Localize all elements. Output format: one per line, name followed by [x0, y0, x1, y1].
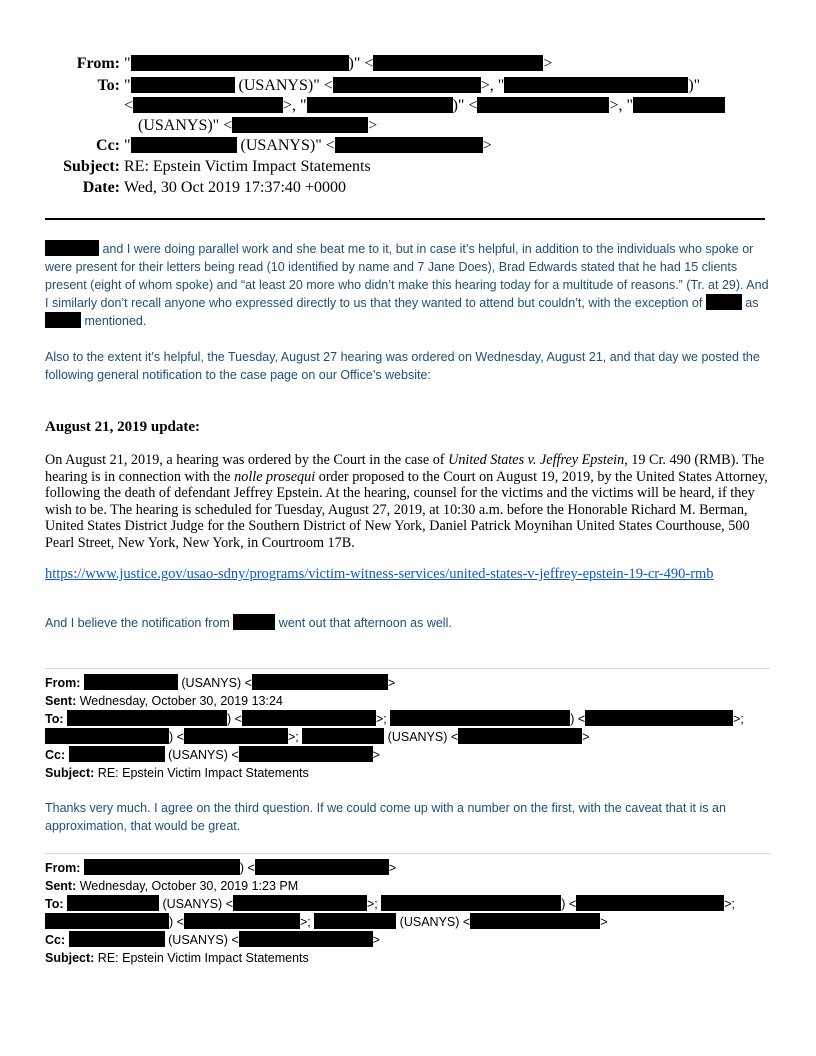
legal-term: nolle prosequi [234, 468, 316, 485]
subject-label: Subject: [45, 766, 95, 780]
redaction [335, 137, 483, 153]
redaction [67, 710, 227, 726]
quote-text: order proposed to the Court on August 19, 2019, by the United States Attorney, following the death of defendant Jeffrey Epstein. At the hearing, counsel for the victims and the victims will be heard, if they wish to be. The hearing is scheduled for Tuesday, August 27, 2019, at 10:30 a.m. before the Honorable Richard M. Berman, United States District Judge for the Southern District of New York, Daniel Patrick Moynihan United States Courthouse, 500 Pearl Street, New York, New York, in Courtroom 17B. [45, 468, 768, 551]
to-label: To: [45, 712, 64, 726]
to-label: To: [97, 77, 120, 94]
redaction [633, 97, 725, 113]
redaction [239, 931, 373, 947]
redaction [69, 931, 165, 947]
email3-header [45, 859, 775, 967]
redaction [45, 913, 169, 929]
email3-subject-row [45, 949, 775, 967]
from-label: From: [45, 676, 81, 690]
email3-sent-row [45, 877, 775, 895]
redaction [84, 859, 240, 875]
email3-cc-row: Cc: (USANYS) < > [45, 933, 380, 947]
redaction [131, 77, 235, 93]
redaction [252, 674, 388, 690]
redaction [302, 728, 384, 744]
email2-header [45, 674, 775, 782]
subject-value: RE: Epstein Victim Impact Statements [124, 158, 371, 175]
paragraph-text: And I believe the notification from [45, 616, 230, 630]
cc-label: Cc: [45, 748, 66, 762]
redaction [239, 746, 373, 762]
from-label: From: [45, 861, 81, 875]
email2-to-row-2: ) < >; (USANYS) < > [45, 728, 775, 746]
redaction [242, 710, 376, 726]
redaction [381, 895, 561, 911]
quote-text: , 19 Cr. 490 (RMB). The hearing is in connection with the [45, 452, 765, 485]
redaction [131, 55, 349, 71]
usanys-text: (USANYS) [399, 915, 460, 929]
case-name: United States v. Jeffrey Epstein [448, 452, 625, 468]
header-to-row-3: (USANYS)" < > [138, 117, 378, 134]
header-to-row-2: < >, " )" < >, " [124, 96, 725, 116]
email2-from-row: From: (USANYS) < > [45, 676, 396, 690]
from-value: " )" < > [124, 55, 553, 72]
email2-body: Thanks very much. I agree on the third question. If we could come up with a number on the first, with the caveat that it is an approximation, that would be great. [45, 801, 726, 833]
quote-text: On August 21, 2019, a hearing was ordered by the Court in the case of [45, 452, 449, 468]
sent-value: Wednesday, October 30, 2019 13:24 [79, 694, 283, 708]
body-paragraph-2: Also to the extent it’s helpful, the Tuesday, August 27 hearing was ordered on Wednesday, August 21, and that day we posted the following general notification to the case page on our Office’s website: [45, 350, 760, 382]
redaction [184, 913, 300, 929]
redaction [45, 312, 81, 328]
email3-to-row: To: (USANYS) < >; ) < >; [45, 897, 735, 911]
redaction [84, 674, 178, 690]
redaction [133, 97, 283, 113]
to-label: To: [45, 897, 64, 911]
subject-label: Subject: [63, 158, 120, 175]
redaction [333, 77, 481, 93]
redaction [706, 294, 742, 310]
cc-label: Cc: [96, 137, 120, 154]
email2-sent-row [45, 692, 775, 710]
email3-from-row: From: ) < > [45, 861, 397, 875]
email-divider [45, 668, 770, 669]
redaction [255, 859, 389, 875]
redaction [373, 55, 543, 71]
email2-subject-row [45, 764, 775, 782]
email3-to-row-2: ) < >; (USANYS) < > [45, 913, 775, 931]
header-divider [45, 218, 765, 220]
email2-to-row: To: ) < >; ) < >; [45, 712, 744, 726]
redaction [45, 728, 169, 744]
redaction [470, 913, 600, 929]
usanys-text: (USANYS) [138, 117, 213, 134]
redaction [69, 746, 165, 762]
redaction [232, 117, 368, 133]
paragraph-text: and I were doing parallel work and she beat me to it, but in case it’s helpful, in addition to the individuals who spoke or were present for their letters being read (10 identified by name and 7 Jane Does), Brad Edwards stated that he had 15 clients present (eight of whom spoke) and “at least 20 more who didn’t make this hearing today for a multitude of reasons.” (Tr. at 29). And I similarly don’t recall anyone who expressed directly to us that they wanted to attend but couldn’t, with the exception of [45, 242, 769, 310]
to-value: " (USANYS)" < >, " )" [124, 77, 701, 94]
redaction [458, 728, 582, 744]
body-paragraph-1 [45, 240, 771, 330]
usanys-text: (USANYS) [162, 897, 223, 911]
redaction [233, 614, 275, 630]
from-label: From: [76, 55, 120, 72]
subject-value: RE: Epstein Victim Impact Statements [97, 951, 309, 965]
usanys-text: (USANYS) [168, 933, 228, 947]
sent-label: Sent: [45, 879, 77, 893]
paragraph-text: went out that afternoon as well. [278, 616, 452, 630]
redaction [585, 710, 733, 726]
quote-heading: August 21, 2019 update: [45, 419, 201, 435]
usanys-text: (USANYS) [168, 748, 228, 762]
quote-body [45, 452, 773, 551]
email-divider [45, 853, 770, 854]
redaction [67, 895, 159, 911]
redaction [307, 97, 453, 113]
usanys-text: (USANYS) [181, 676, 242, 690]
redaction [576, 895, 724, 911]
usanys-text: (USANYS) [240, 137, 316, 154]
redaction [477, 97, 609, 113]
cc-label: Cc: [45, 933, 66, 947]
redaction [390, 710, 570, 726]
date-value: Wed, 30 Oct 2019 17:37:40 +0000 [124, 179, 346, 196]
paragraph-text: mentioned. [84, 314, 147, 328]
redaction [131, 137, 237, 153]
paragraph-text: as [745, 296, 759, 310]
email2-cc-row: Cc: (USANYS) < > [45, 748, 380, 762]
redaction [184, 728, 288, 744]
body-paragraph-3 [45, 614, 771, 632]
redaction [45, 240, 99, 256]
sent-label: Sent: [45, 694, 77, 708]
cc-value: " (USANYS)" < > [124, 137, 492, 154]
redaction [233, 895, 367, 911]
date-label: Date: [82, 179, 120, 196]
subject-label: Subject: [45, 951, 95, 965]
sent-value: Wednesday, October 30, 2019 1:23 PM [79, 879, 299, 893]
usanys-text: (USANYS) [238, 77, 314, 94]
redaction [314, 913, 396, 929]
case-page-link[interactable]: https://www.justice.gov/usao-sdny/programs/victim-witness-services/united-states-v-jeffrey-epstein-19-cr-490-rmb [45, 566, 714, 582]
usanys-text: (USANYS) [387, 730, 448, 744]
redaction [504, 77, 688, 93]
subject-value: RE: Epstein Victim Impact Statements [97, 766, 309, 780]
